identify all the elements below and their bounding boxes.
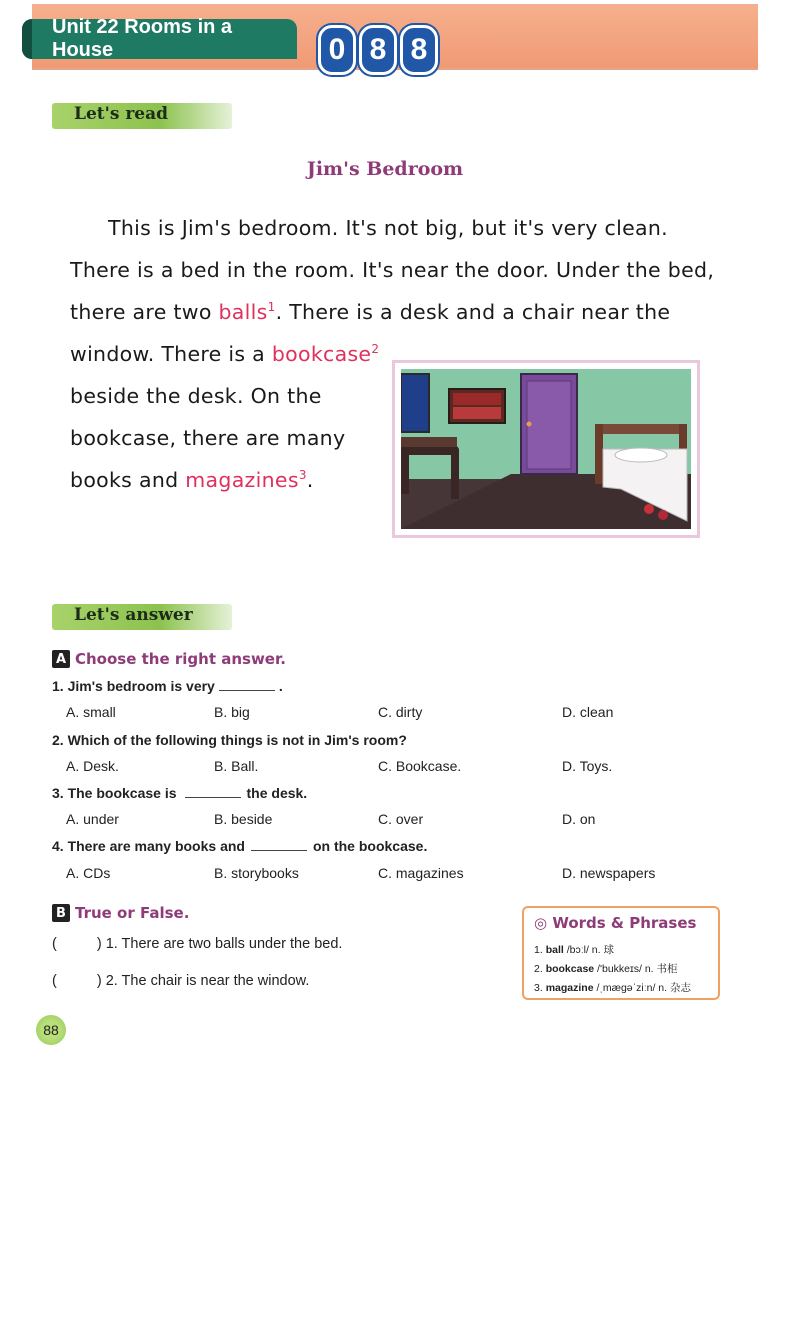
story-line-5: beside the desk. On the — [70, 384, 322, 408]
option[interactable]: A. Desk. — [66, 758, 119, 774]
option[interactable]: D. Toys. — [562, 758, 613, 774]
vocab-entry — [534, 961, 678, 976]
footnote-mark: 2 — [371, 342, 380, 357]
footnote-mark: 3 — [298, 468, 307, 483]
part-badge: B — [52, 904, 70, 922]
story-title: Jim's Bedroom — [306, 158, 464, 180]
target-icon: ◎ — [534, 914, 548, 932]
words-box-title — [534, 914, 696, 932]
part-b-heading — [52, 904, 189, 922]
question-2 — [52, 732, 407, 748]
answer-blank[interactable] — [251, 849, 307, 851]
question-3 — [52, 785, 307, 801]
code-digit: 8 — [359, 25, 397, 75]
option[interactable]: C. Bookcase. — [378, 758, 462, 774]
page-number: 88 — [36, 1015, 66, 1045]
text-run: books and — [70, 468, 186, 492]
bedroom-drawing — [401, 369, 691, 529]
section-ribbon-read — [52, 103, 232, 129]
true-false-item — [52, 973, 309, 989]
entry-number: 1. — [534, 944, 543, 956]
option[interactable]: B. big — [214, 704, 250, 720]
bedroom-illustration — [392, 360, 700, 538]
story-line-1: This is Jim's bedroom. It's not big, but it's very clean. — [108, 216, 668, 240]
section-label-read: Let's read — [74, 104, 168, 124]
text-run: . There is a desk and a chair near the — [275, 300, 671, 324]
question-4 — [52, 838, 427, 854]
vocab-word: magazines — [185, 468, 299, 492]
option[interactable]: A. small — [66, 704, 116, 720]
entry-word: magazine — [545, 982, 594, 994]
entry-number: 3. — [534, 982, 543, 994]
option[interactable]: B. storybooks — [214, 865, 299, 881]
question-text: on the bookcase. — [312, 838, 428, 854]
question-text: 4. There are many books and — [52, 838, 245, 854]
option[interactable]: A. CDs — [66, 865, 111, 881]
story-line-3 — [70, 300, 670, 324]
vocab-entry — [534, 942, 614, 957]
entry-word: bookcase — [545, 963, 595, 975]
statement-text: ) 1. There are two balls under the bed. — [96, 936, 343, 952]
words-phrases-box — [522, 906, 720, 1000]
option[interactable]: B. Ball. — [214, 758, 259, 774]
question-text: 3. The bookcase is — [52, 785, 177, 801]
part-a-heading — [52, 650, 286, 668]
story-line-7 — [70, 468, 314, 492]
entry-word: ball — [545, 944, 564, 956]
words-box-heading: Words & Phrases — [552, 914, 697, 932]
option[interactable]: C. over — [378, 811, 424, 827]
question-1 — [52, 678, 283, 694]
option[interactable]: B. beside — [214, 811, 273, 827]
answer-paren[interactable]: ( — [52, 936, 57, 952]
answer-blank[interactable] — [219, 689, 275, 691]
entry-definition: /'bukkeɪs/ n. 书柜 — [594, 963, 678, 975]
answer-blank[interactable] — [185, 796, 241, 798]
code-digit: 0 — [318, 25, 356, 75]
answer-paren[interactable]: ( — [52, 973, 57, 989]
option[interactable]: A. under — [66, 811, 119, 827]
page-code — [318, 25, 438, 75]
question-text: the desk. — [246, 785, 308, 801]
text-run: there are two — [70, 300, 219, 324]
option[interactable]: D. clean — [562, 704, 614, 720]
story-line-2: There is a bed in the room. It's near the door. Under the bed, — [70, 258, 715, 282]
question-text: 1. Jim's bedroom is very — [52, 678, 215, 694]
part-a-title: Choose the right answer. — [75, 650, 286, 668]
statement-text: ) 2. The chair is near the window. — [96, 973, 310, 989]
option[interactable]: C. magazines — [378, 865, 464, 881]
text-run: . — [306, 468, 314, 492]
vocab-entry — [534, 980, 691, 995]
question-text: . — [278, 678, 283, 694]
true-false-item — [52, 936, 342, 952]
option[interactable]: D. on — [562, 811, 596, 827]
part-b-title: True or False. — [75, 904, 190, 922]
section-label-answer: Let's answer — [74, 605, 193, 625]
vocab-word: balls — [218, 300, 268, 324]
option[interactable]: C. dirty — [378, 704, 423, 720]
text-run: window. There is a — [70, 342, 272, 366]
unit-title: Unit 22 Rooms in a House — [22, 19, 297, 59]
part-badge: A — [52, 650, 70, 668]
question-text: 2. Which of the following things is not in Jim's room? — [52, 732, 407, 748]
story-line-4 — [70, 342, 379, 366]
entry-number: 2. — [534, 963, 543, 975]
story-line-6: bookcase, there are many — [70, 426, 346, 450]
section-ribbon-answer — [52, 604, 232, 630]
option[interactable]: D. newspapers — [562, 865, 656, 881]
entry-definition: /bɔːl/ n. 球 — [563, 944, 614, 956]
entry-definition: /ˌmæɡəˈziːn/ n. 杂志 — [593, 982, 691, 994]
code-digit: 8 — [400, 25, 438, 75]
footnote-mark: 1 — [267, 300, 276, 315]
vocab-word: bookcase — [271, 342, 372, 366]
